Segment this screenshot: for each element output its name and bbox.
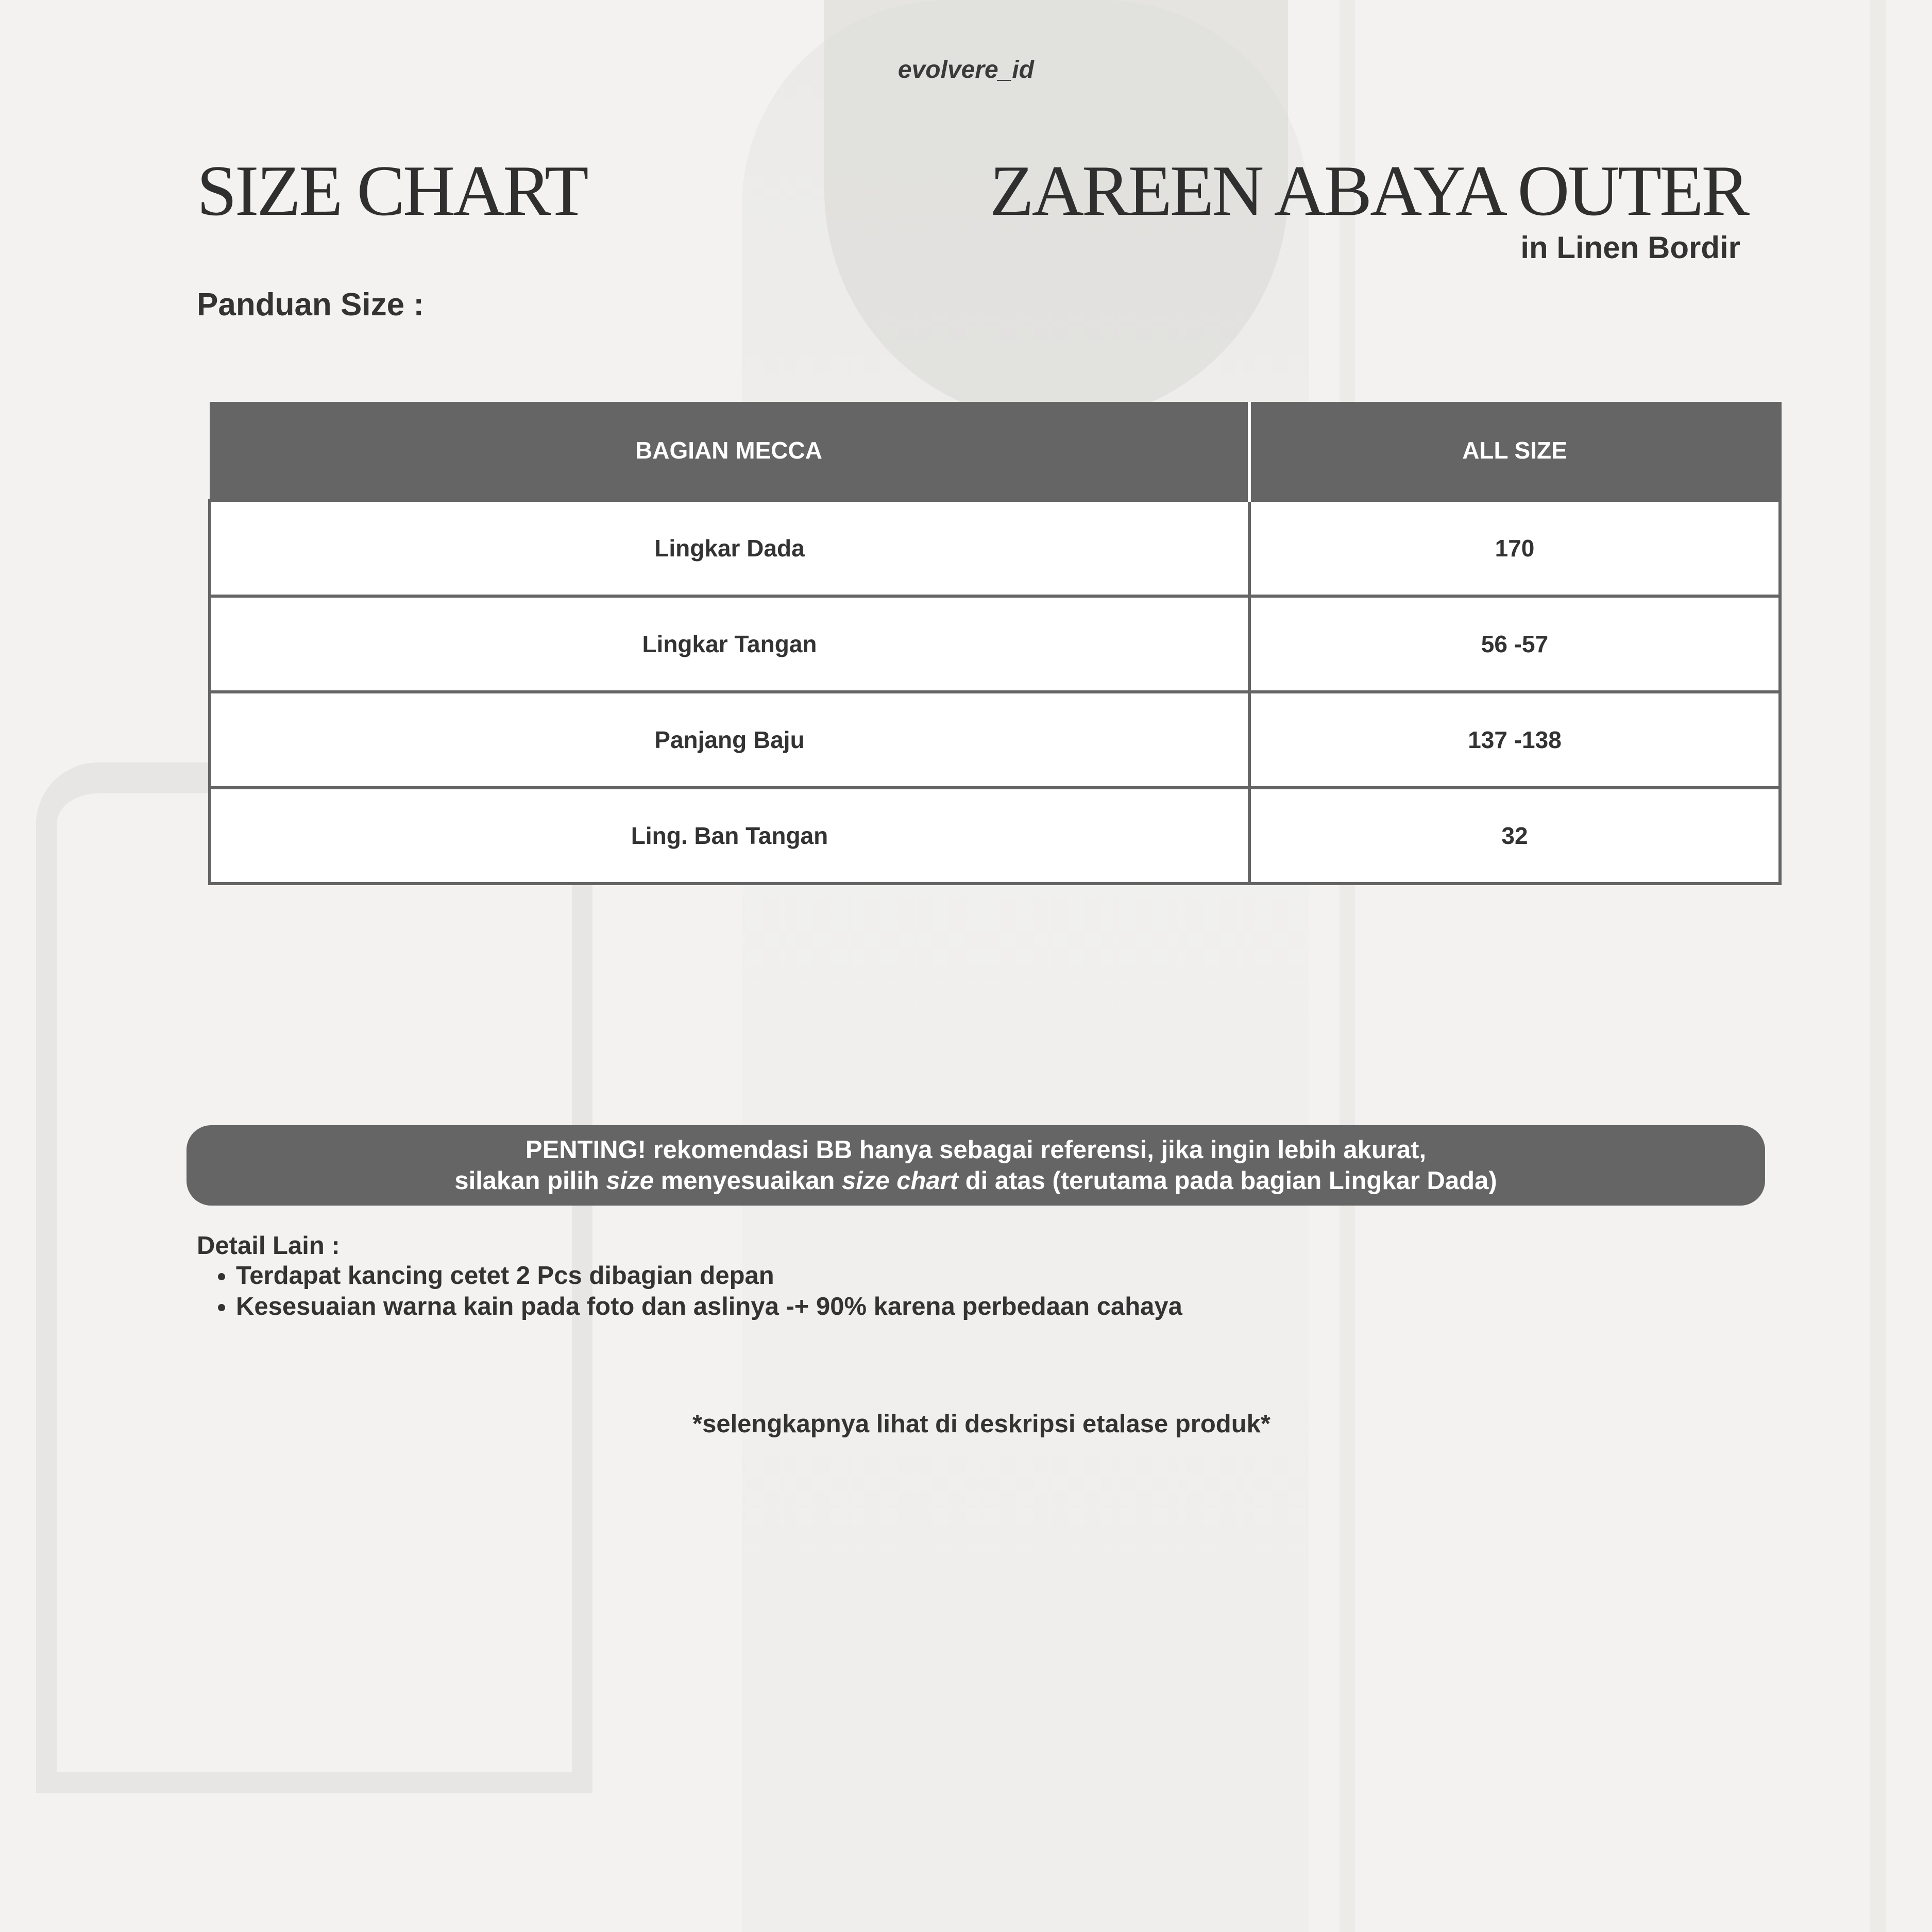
table-header-row (210, 402, 1780, 500)
size-table (208, 402, 1782, 885)
cell-value: 170 (1249, 500, 1780, 596)
table-row (210, 692, 1780, 788)
details-list (197, 1260, 1182, 1322)
column-header-part: BAGIAN MECCA (210, 402, 1249, 500)
notice-line-2 (454, 1165, 1497, 1196)
table-row (210, 596, 1780, 692)
cell-part: Ling. Ban Tangan (210, 788, 1249, 884)
cell-part: Lingkar Tangan (210, 596, 1249, 692)
notice-line-1: PENTING! rekomendasi BB hanya sebagai referensi, jika ingin lebih akurat, (525, 1136, 1427, 1164)
list-item: • Terdapat kancing cetet 2 Pcs dibagian depan (236, 1260, 1182, 1291)
notice-text: di atas (terutama pada bagian Lingkar Dada) (958, 1167, 1497, 1195)
footnote: *selengkapnya lihat di deskripsi etalase produk* (692, 1410, 1270, 1438)
important-notice-banner (187, 1125, 1765, 1206)
cell-value: 137 -138 (1249, 692, 1780, 788)
cell-part: Panjang Baju (210, 692, 1249, 788)
product-variant: in Linen Bordir (1520, 230, 1740, 265)
column-header-size: ALL SIZE (1249, 402, 1780, 500)
notice-emphasis-size: size (606, 1167, 654, 1195)
notice-emphasis-size-chart: size chart (842, 1167, 959, 1195)
notice-text: silakan pilih (454, 1167, 606, 1195)
cell-value: 56 -57 (1249, 596, 1780, 692)
cell-part: Lingkar Dada (210, 500, 1249, 596)
notice-text: menyesuaikan (654, 1167, 842, 1195)
product-name: ZAREEN ABAYA OUTER (990, 151, 1748, 231)
table-row (210, 500, 1780, 596)
list-item: • Kesesuaian warna kain pada foto dan aslinya -+ 90% karena perbedaan cahaya (236, 1291, 1182, 1322)
details-title: Detail Lain : (197, 1232, 340, 1260)
page-title: SIZE CHART (197, 151, 587, 231)
table-row (210, 788, 1780, 884)
brand-handle: evolvere_id (897, 56, 1035, 83)
size-guide-label: Panduan Size : (197, 287, 424, 323)
cell-value: 32 (1249, 788, 1780, 884)
